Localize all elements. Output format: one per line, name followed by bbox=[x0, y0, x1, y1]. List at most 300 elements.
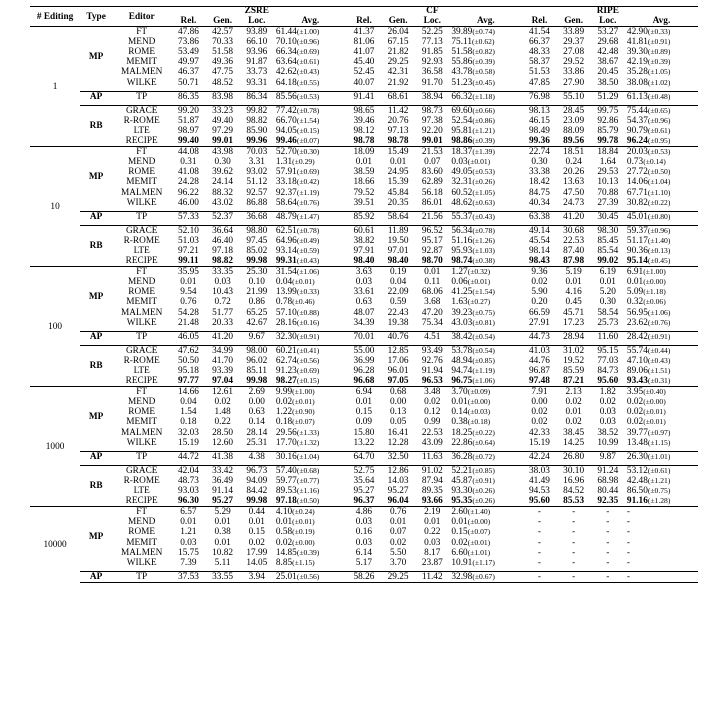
metric-value: 0.24 bbox=[565, 157, 582, 168]
avg-std: (±0.07) bbox=[467, 527, 491, 537]
avg-value bbox=[449, 116, 522, 126]
avg-mean: - bbox=[626, 537, 631, 548]
avg-std: (±0.69) bbox=[296, 47, 320, 57]
metric-value: 48.52 bbox=[212, 77, 234, 88]
editor-name: ROME bbox=[128, 407, 156, 418]
metric-value: 18.42 bbox=[528, 177, 550, 188]
avg-mean: 8.85 bbox=[275, 557, 293, 568]
table-row bbox=[30, 198, 698, 208]
avg-value bbox=[625, 211, 698, 222]
metric-value: 52.10 bbox=[171, 225, 205, 236]
editor-type: MP bbox=[80, 507, 112, 568]
metric-value: 96.28 bbox=[353, 366, 375, 376]
table-row bbox=[30, 167, 698, 177]
metric-value: 0.02 bbox=[565, 397, 582, 408]
metric-value: 27.39 bbox=[597, 197, 619, 208]
avg-std: (±1.16) bbox=[296, 486, 320, 496]
table-row bbox=[30, 57, 698, 67]
metric-value: 0.03 bbox=[599, 417, 616, 428]
metric-value: 99.75 bbox=[591, 105, 625, 116]
editor-name: FT bbox=[112, 147, 171, 158]
avg-std: (±0.80) bbox=[647, 211, 671, 221]
avg-std: (±0.43) bbox=[472, 211, 495, 221]
metric-value: 46.15 bbox=[528, 115, 550, 126]
avg-std: (±0.50) bbox=[296, 496, 320, 506]
editor-name: RECIPE bbox=[125, 256, 158, 267]
avg-value bbox=[625, 331, 698, 342]
table-row bbox=[30, 438, 698, 448]
header-cell bbox=[381, 7, 415, 17]
header-dataset-cf: CF bbox=[426, 6, 439, 16]
metric-value: 0.14 bbox=[248, 417, 265, 428]
metric-value: 98.78 bbox=[353, 136, 375, 147]
avg-mean: 45.01 bbox=[626, 211, 648, 222]
metric-value: 99.01 bbox=[421, 136, 443, 147]
avg-mean: 30.82 bbox=[626, 197, 648, 208]
table-row bbox=[30, 496, 698, 507]
metric-value: 34.39 bbox=[353, 317, 375, 328]
avg-std: (±0.01) bbox=[643, 407, 666, 417]
avg-std: (±1.00) bbox=[292, 387, 315, 397]
editor-name: MEND bbox=[128, 277, 156, 288]
avg-std: (±0.90) bbox=[292, 407, 315, 417]
avg-std: (±1.40) bbox=[467, 507, 491, 517]
avg-value bbox=[274, 376, 347, 387]
metric-value: 0.86 bbox=[248, 297, 265, 308]
metric-value: 39.51 bbox=[353, 197, 375, 208]
avg-std: (±0.75) bbox=[647, 486, 671, 496]
metric-value: 19.50 bbox=[387, 235, 409, 246]
header-dataset-zsre: ZSRE bbox=[244, 6, 269, 16]
metric-value: 2.69 bbox=[240, 387, 274, 398]
avg-std: (±0.76) bbox=[296, 197, 320, 207]
metric-value: 0.01 bbox=[389, 517, 407, 528]
metric-value: 41.38 bbox=[206, 451, 240, 462]
metric-value: 32.50 bbox=[381, 451, 415, 462]
avg-value bbox=[449, 465, 522, 476]
metric-value: 0.00 bbox=[531, 397, 548, 408]
avg-mean: 0.02 bbox=[275, 397, 293, 408]
editor-type: AP bbox=[80, 211, 112, 222]
avg-std: (±1.32) bbox=[296, 437, 320, 447]
avg-std: (±0.67) bbox=[472, 571, 495, 581]
header-metric-loc: Loc. bbox=[423, 16, 441, 26]
editor-type: RB bbox=[80, 465, 112, 506]
avg-std: (±1.00) bbox=[643, 267, 666, 277]
editor-name: TP bbox=[112, 571, 171, 582]
metric-value: 0.12 bbox=[424, 407, 441, 418]
avg-std: (±0.91) bbox=[472, 475, 495, 485]
metric-value: 18.66 bbox=[353, 177, 375, 188]
avg-value bbox=[274, 246, 347, 256]
metric-value: 0.00 bbox=[248, 397, 265, 408]
editor-name: TP bbox=[112, 451, 171, 462]
metric-value: 44.73 bbox=[522, 331, 556, 342]
avg-value bbox=[449, 188, 522, 198]
metric-value: - bbox=[572, 517, 576, 528]
avg-mean: 1.22 bbox=[275, 407, 293, 418]
metric-value: 97.29 bbox=[212, 125, 234, 136]
avg-std: (±0.88) bbox=[296, 307, 320, 317]
avg-mean: 43.78 bbox=[451, 67, 473, 78]
avg-value bbox=[625, 78, 698, 88]
editor-name: WILKE bbox=[126, 437, 157, 448]
metric-value: 33.86 bbox=[563, 67, 585, 78]
avg-std: (±1.01) bbox=[467, 547, 491, 557]
metric-value: 48.73 bbox=[177, 475, 199, 486]
editor-name: TP bbox=[112, 91, 171, 102]
avg-value bbox=[625, 517, 698, 527]
avg-value bbox=[625, 527, 698, 537]
metric-value: 12.60 bbox=[212, 437, 234, 448]
table-row bbox=[30, 451, 698, 462]
metric-value: 0.76 bbox=[381, 507, 415, 518]
editor-name: R-ROME bbox=[123, 355, 160, 366]
metric-value: 96.02 bbox=[246, 355, 268, 366]
metric-value: 97.21 bbox=[177, 245, 199, 256]
metric-value: 22.09 bbox=[387, 287, 409, 298]
table-row bbox=[30, 548, 698, 558]
editor-type: RB bbox=[80, 225, 112, 266]
metric-value: 84.42 bbox=[246, 486, 268, 497]
metric-value: 11.42 bbox=[415, 571, 449, 582]
editor-type: AP bbox=[80, 91, 112, 102]
editor-name: ROME bbox=[128, 47, 156, 58]
header-metric-gen: Gen. bbox=[213, 16, 233, 26]
avg-mean: 62.74 bbox=[275, 355, 297, 366]
avg-value bbox=[449, 428, 522, 438]
metric-value: 42.24 bbox=[522, 451, 556, 462]
avg-value bbox=[449, 256, 522, 267]
metric-value: 45.54 bbox=[528, 235, 550, 246]
metric-value: 0.02 bbox=[424, 397, 441, 408]
avg-value bbox=[274, 428, 347, 438]
avg-value bbox=[274, 538, 347, 548]
metric-value: 31.02 bbox=[557, 345, 591, 356]
metric-value: 32.03 bbox=[177, 427, 199, 438]
metric-value: 0.03 bbox=[424, 537, 441, 548]
metric-value: 0.01 bbox=[424, 517, 441, 528]
editing-count: 10 bbox=[30, 147, 80, 267]
avg-std: (±0.43) bbox=[296, 256, 320, 266]
avg-value bbox=[449, 198, 522, 208]
avg-mean: 52.21 bbox=[451, 465, 473, 476]
avg-std: (±1.54) bbox=[472, 287, 495, 297]
metric-value: 58.64 bbox=[381, 211, 415, 222]
metric-value: 85.59 bbox=[563, 366, 585, 376]
avg-std: (±0.27) bbox=[467, 297, 491, 307]
metric-value: 51.77 bbox=[212, 307, 234, 318]
metric-value: 38.52 bbox=[597, 427, 619, 438]
avg-mean: 42.19 bbox=[626, 57, 648, 68]
metric-value: 98.82 bbox=[246, 115, 268, 126]
editor-name: ROME bbox=[128, 287, 156, 298]
header-metric-gen: Gen. bbox=[388, 16, 408, 26]
metric-value: 33.42 bbox=[206, 465, 240, 476]
metric-value: 93.03 bbox=[177, 486, 199, 497]
metric-value: - bbox=[537, 527, 541, 538]
avg-mean: 33.18 bbox=[275, 177, 297, 188]
avg-value bbox=[625, 287, 698, 297]
metric-value: 28.14 bbox=[246, 427, 268, 438]
metric-value: 79.52 bbox=[353, 187, 375, 198]
avg-mean: 90.36 bbox=[626, 245, 648, 256]
table-row bbox=[30, 277, 698, 287]
metric-value: 39.62 bbox=[212, 167, 234, 178]
metric-value: 12.85 bbox=[381, 345, 415, 356]
metric-value: 38.59 bbox=[353, 167, 375, 178]
metric-value: 99.02 bbox=[597, 256, 619, 267]
metric-value: 4.51 bbox=[415, 331, 449, 342]
metric-value: 99.40 bbox=[177, 136, 199, 147]
avg-mean: 32.98 bbox=[451, 571, 473, 582]
metric-value: 47.85 bbox=[528, 77, 550, 88]
editor-name: ROME bbox=[128, 527, 156, 538]
metric-value: 50.50 bbox=[177, 355, 199, 366]
editing-count: 1000 bbox=[30, 387, 80, 507]
metric-value: 99.78 bbox=[597, 136, 619, 147]
metric-value: 0.03 bbox=[599, 407, 616, 418]
avg-value bbox=[274, 496, 347, 507]
avg-std: (±0.06) bbox=[643, 297, 666, 307]
avg-std: (±0.45) bbox=[472, 77, 495, 87]
avg-std: (±0.56) bbox=[296, 355, 320, 365]
avg-value bbox=[274, 136, 347, 147]
table-row bbox=[30, 407, 698, 417]
metric-value: 38.94 bbox=[415, 91, 449, 102]
avg-std: (±1.21) bbox=[472, 125, 495, 135]
table-row bbox=[30, 486, 698, 496]
metric-value: 33.35 bbox=[206, 267, 240, 278]
avg-mean: 0.58 bbox=[275, 527, 293, 538]
metric-value: 33.73 bbox=[246, 67, 268, 78]
avg-mean: 0.01 bbox=[451, 397, 468, 408]
avg-value bbox=[449, 246, 522, 256]
avg-mean: 66.70 bbox=[275, 115, 297, 126]
metric-value: 14.25 bbox=[563, 437, 585, 448]
avg-mean: 0.02 bbox=[626, 417, 644, 428]
metric-value: 99.11 bbox=[178, 256, 199, 267]
editor-type: AP bbox=[80, 571, 112, 582]
metric-value: 73.86 bbox=[177, 37, 199, 48]
avg-value bbox=[449, 57, 522, 67]
avg-mean: 26.30 bbox=[626, 451, 648, 462]
editor-name: LTE bbox=[133, 125, 150, 136]
avg-mean: 1.31 bbox=[275, 157, 293, 168]
metric-value: 97.38 bbox=[421, 115, 443, 126]
metric-value: 87.94 bbox=[421, 475, 443, 486]
avg-mean: 98.86 bbox=[451, 136, 473, 147]
metric-value: 36.58 bbox=[421, 67, 443, 78]
avg-value bbox=[625, 147, 698, 158]
avg-mean: 85.56 bbox=[275, 91, 297, 102]
editor-name: LTE bbox=[133, 245, 150, 256]
metric-value: 28.94 bbox=[557, 331, 591, 342]
avg-std: (±0.07) bbox=[292, 417, 315, 427]
avg-value bbox=[274, 486, 347, 496]
avg-value bbox=[274, 188, 347, 198]
avg-value bbox=[449, 356, 522, 366]
avg-std: (±1.40) bbox=[647, 235, 671, 245]
table-row bbox=[30, 387, 698, 398]
table-row bbox=[30, 236, 698, 246]
avg-mean: 0.02 bbox=[626, 397, 644, 408]
metric-value: 0.03 bbox=[355, 537, 373, 548]
metric-value: - bbox=[522, 507, 556, 518]
table-row bbox=[30, 331, 698, 342]
metric-value: 27.90 bbox=[563, 77, 585, 88]
header-cell bbox=[557, 7, 591, 17]
avg-mean: 18.25 bbox=[451, 427, 473, 438]
avg-value bbox=[625, 67, 698, 77]
metric-value: 42.48 bbox=[597, 47, 619, 58]
avg-mean: 53.78 bbox=[451, 345, 473, 356]
editor-name: MEND bbox=[128, 517, 156, 528]
metric-value: 98.80 bbox=[240, 225, 274, 236]
metric-value: 91.70 bbox=[421, 77, 443, 88]
avg-std: (±0.09) bbox=[467, 387, 491, 397]
avg-mean: 95.35 bbox=[451, 496, 473, 507]
table-header bbox=[30, 7, 698, 27]
avg-mean: 22.86 bbox=[451, 437, 473, 448]
avg-std: (±0.54) bbox=[472, 331, 495, 341]
metric-value: 98.82 bbox=[212, 256, 234, 267]
metric-value: 92.86 bbox=[597, 115, 619, 126]
header-metric-rel: Rel. bbox=[180, 16, 197, 26]
metric-value: 62.89 bbox=[421, 177, 443, 188]
table-row bbox=[30, 376, 698, 387]
metric-value: 33.38 bbox=[528, 167, 550, 178]
avg-std: (±1.19) bbox=[296, 187, 320, 197]
editor-name: R-ROME bbox=[123, 475, 160, 486]
avg-mean: 25.01 bbox=[275, 571, 297, 582]
avg-std: (±0.03) bbox=[467, 407, 491, 417]
table-row bbox=[30, 465, 698, 476]
editing-count: 1 bbox=[52, 81, 58, 92]
avg-std: (±0.26) bbox=[472, 496, 495, 506]
avg-mean: 0.01 bbox=[626, 277, 644, 288]
metric-value: 29.37 bbox=[563, 37, 585, 48]
avg-mean: 42.48 bbox=[626, 475, 648, 486]
avg-value bbox=[625, 428, 698, 438]
avg-std: (±0.55) bbox=[296, 77, 320, 87]
avg-value bbox=[449, 438, 522, 448]
metric-value: 5.29 bbox=[206, 507, 240, 518]
metric-value: 98.97 bbox=[177, 125, 199, 136]
metric-value: 96.04 bbox=[387, 496, 409, 507]
editor-name: MEMIT bbox=[126, 537, 158, 548]
metric-value: - bbox=[557, 507, 591, 518]
metric-value: 52.37 bbox=[206, 211, 240, 222]
avg-mean: 41.25 bbox=[451, 287, 473, 298]
table-row bbox=[30, 507, 698, 518]
avg-value bbox=[274, 91, 347, 102]
avg-value bbox=[625, 438, 698, 448]
header-metric-rel: Rel. bbox=[531, 16, 548, 26]
avg-mean: 57.10 bbox=[275, 307, 297, 318]
metric-value: 0.02 bbox=[531, 407, 548, 418]
avg-value bbox=[274, 211, 347, 222]
metric-value: 95.15 bbox=[591, 345, 625, 356]
editor-name: TP bbox=[112, 331, 171, 342]
avg-value bbox=[274, 451, 347, 462]
metric-value: 68.98 bbox=[597, 475, 619, 486]
metric-value: 11.63 bbox=[415, 451, 449, 462]
avg-mean: 3.95 bbox=[626, 387, 644, 398]
metric-value: 0.09 bbox=[355, 417, 373, 428]
metric-value: 83.60 bbox=[421, 167, 443, 178]
avg-mean: 28.16 bbox=[275, 317, 297, 328]
avg-value bbox=[625, 277, 698, 287]
metric-value: 0.01 bbox=[180, 277, 197, 288]
avg-value bbox=[274, 256, 347, 267]
avg-std: (±1.06) bbox=[296, 267, 320, 277]
metric-value: 60.61 bbox=[347, 225, 381, 236]
metric-value: 9.67 bbox=[240, 331, 274, 342]
metric-value: 52.25 bbox=[421, 27, 443, 38]
avg-mean: 51.23 bbox=[451, 77, 473, 88]
metric-value: 41.08 bbox=[177, 167, 199, 178]
avg-mean: 0.32 bbox=[626, 297, 644, 308]
avg-mean: 99.46 bbox=[275, 136, 297, 147]
avg-value bbox=[625, 267, 698, 278]
avg-mean: 1.63 bbox=[451, 297, 468, 308]
table-row bbox=[30, 211, 698, 222]
avg-mean: 0.78 bbox=[275, 297, 293, 308]
avg-value bbox=[449, 297, 522, 307]
metric-value: 99.01 bbox=[212, 136, 234, 147]
avg-std: (±0.64) bbox=[472, 437, 495, 447]
editor-name: MEND bbox=[128, 37, 156, 48]
avg-value bbox=[274, 465, 347, 476]
avg-value bbox=[625, 476, 698, 486]
metric-value: 98.40 bbox=[387, 256, 409, 267]
metric-value: 4.86 bbox=[347, 507, 381, 518]
metric-value: 0.02 bbox=[214, 397, 231, 408]
metric-value: 93.89 bbox=[246, 27, 268, 38]
metric-value: 0.16 bbox=[355, 527, 373, 538]
avg-mean: 89.53 bbox=[275, 486, 297, 497]
metric-value: 33.61 bbox=[353, 287, 375, 298]
table-row bbox=[30, 297, 698, 307]
avg-mean: 93.43 bbox=[626, 376, 648, 387]
avg-std: (±0.68) bbox=[296, 465, 320, 475]
metric-value: 99.98 bbox=[246, 376, 268, 387]
metric-value: 17.06 bbox=[387, 355, 409, 366]
header-editor: Editor bbox=[128, 11, 155, 22]
metric-value: 5.11 bbox=[214, 557, 231, 568]
metric-value: 96.01 bbox=[387, 366, 409, 376]
metric-value: 92.57 bbox=[246, 187, 268, 198]
metric-value: 46.00 bbox=[177, 197, 199, 208]
avg-mean: 13.99 bbox=[275, 287, 297, 298]
avg-std: (±0.59) bbox=[296, 245, 320, 255]
metric-value: 70.03 bbox=[240, 147, 274, 158]
avg-value bbox=[625, 376, 698, 387]
avg-std: (±0.63) bbox=[472, 197, 495, 207]
metric-value: 36.99 bbox=[353, 355, 375, 366]
avg-value bbox=[449, 167, 522, 177]
avg-value bbox=[449, 147, 522, 158]
metric-value: 0.10 bbox=[248, 277, 265, 288]
avg-mean: 55.74 bbox=[626, 345, 648, 356]
metric-value: 0.00 bbox=[389, 397, 407, 408]
metric-value: 10.82 bbox=[212, 547, 234, 558]
editor-name: FT bbox=[112, 267, 171, 278]
metric-value: 97.18 bbox=[212, 245, 234, 256]
metric-value: 21.99 bbox=[246, 287, 268, 298]
avg-value bbox=[449, 37, 522, 47]
